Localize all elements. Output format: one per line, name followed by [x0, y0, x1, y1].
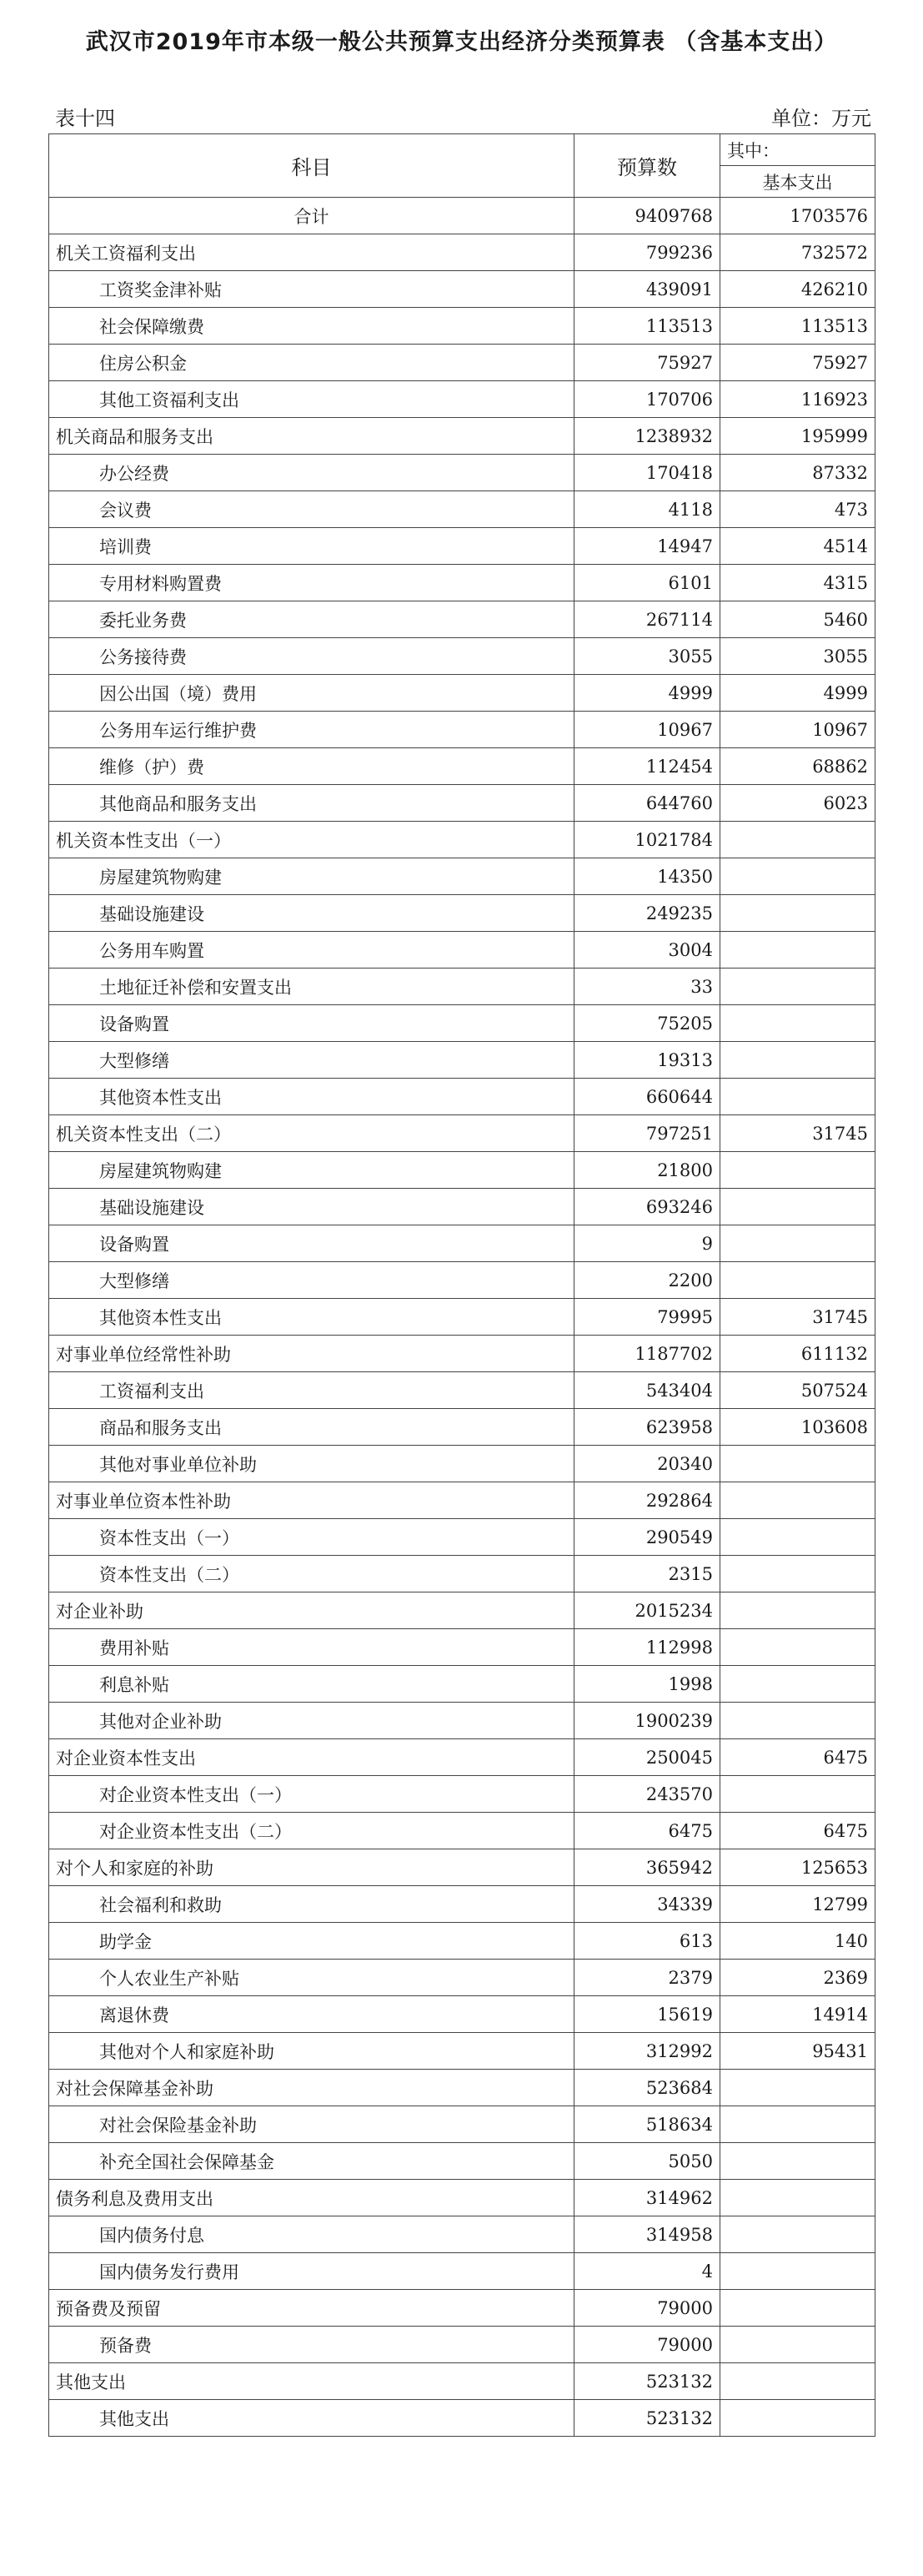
row-basic-value — [720, 2253, 875, 2290]
row-item-name: 预备费及预留 — [49, 2290, 574, 2327]
row-item-name: 房屋建筑物购建 — [49, 858, 574, 895]
row-basic-value — [720, 2070, 875, 2106]
table-row — [49, 2363, 875, 2400]
row-budget-value: 2315 — [574, 1556, 720, 1592]
row-item-name: 社会福利和救助 — [49, 1886, 574, 1923]
row-basic-value — [720, 1776, 875, 1813]
row-item-name: 其他对个人和家庭补助 — [49, 2033, 574, 2070]
row-basic-value: 507524 — [720, 1372, 875, 1409]
row-budget-value: 75205 — [574, 1005, 720, 1042]
row-item-name: 对企业资本性支出 — [49, 1739, 574, 1776]
row-budget-value: 19313 — [574, 1042, 720, 1079]
row-item-name: 预备费 — [49, 2327, 574, 2363]
row-basic-value — [720, 1079, 875, 1115]
row-basic-value — [720, 1519, 875, 1556]
row-budget-value: 4 — [574, 2253, 720, 2290]
table-row — [49, 1813, 875, 1849]
row-budget-value: 113513 — [574, 308, 720, 345]
row-budget-value: 6475 — [574, 1813, 720, 1849]
row-basic-value — [720, 1446, 875, 1482]
row-item-name: 商品和服务支出 — [49, 1409, 574, 1446]
row-basic-value — [720, 1556, 875, 1592]
row-basic-value — [720, 1152, 875, 1189]
row-budget-value: 33 — [574, 969, 720, 1005]
table-row — [49, 1703, 875, 1739]
row-item-name: 国内债务发行费用 — [49, 2253, 574, 2290]
row-basic-value: 4514 — [720, 528, 875, 565]
row-budget-value: 2200 — [574, 1262, 720, 1299]
row-budget-value: 170706 — [574, 381, 720, 418]
row-item-name: 对个人和家庭的补助 — [49, 1849, 574, 1886]
table-row — [49, 2253, 875, 2290]
table-row — [49, 565, 875, 601]
row-basic-value: 3055 — [720, 638, 875, 675]
row-item-name: 因公出国（境）费用 — [49, 675, 574, 712]
row-budget-value: 523132 — [574, 2400, 720, 2437]
table-row — [49, 2070, 875, 2106]
table-body — [49, 198, 875, 2437]
row-basic-value — [720, 2180, 875, 2216]
row-basic-value — [720, 1703, 875, 1739]
table-row — [49, 1336, 875, 1372]
table-row — [49, 1556, 875, 1592]
row-basic-value — [720, 2216, 875, 2253]
row-item-name: 对事业单位经常性补助 — [49, 1336, 574, 1372]
table-row — [49, 1482, 875, 1519]
table-row — [49, 1519, 875, 1556]
row-budget-value: 3055 — [574, 638, 720, 675]
table-row — [49, 2400, 875, 2437]
table-row — [49, 1262, 875, 1299]
row-item-name: 资本性支出（一） — [49, 1519, 574, 1556]
row-basic-value — [720, 822, 875, 858]
row-basic-value: 68862 — [720, 748, 875, 785]
budget-table — [48, 133, 875, 2437]
row-basic-value — [720, 932, 875, 969]
row-budget-value: 1238932 — [574, 418, 720, 455]
table-row — [49, 1923, 875, 1960]
row-budget-value: 290549 — [574, 1519, 720, 1556]
row-budget-value: 15619 — [574, 1996, 720, 2033]
row-budget-value: 314958 — [574, 2216, 720, 2253]
table-row — [49, 2290, 875, 2327]
row-item-name: 债务利息及费用支出 — [49, 2180, 574, 2216]
row-basic-value: 95431 — [720, 2033, 875, 2070]
row-basic-value: 6475 — [720, 1813, 875, 1849]
row-budget-value: 14350 — [574, 858, 720, 895]
row-basic-value — [720, 1005, 875, 1042]
row-item-name: 费用补贴 — [49, 1629, 574, 1666]
page-title: 武汉市2019年市本级一般公共预算支出经济分类预算表 （含基本支出） — [85, 29, 838, 55]
table-row — [49, 822, 875, 858]
row-budget-value: 79000 — [574, 2327, 720, 2363]
table-row — [49, 1849, 875, 1886]
row-budget-value: 6101 — [574, 565, 720, 601]
row-basic-value — [720, 1225, 875, 1262]
table-row — [49, 1629, 875, 1666]
row-budget-value: 1900239 — [574, 1703, 720, 1739]
table-row — [49, 1960, 875, 1996]
row-basic-value: 116923 — [720, 381, 875, 418]
row-budget-value: 5050 — [574, 2143, 720, 2180]
row-budget-value: 523132 — [574, 2363, 720, 2400]
row-item-name: 对事业单位资本性补助 — [49, 1482, 574, 1519]
row-item-name: 办公经费 — [49, 455, 574, 491]
row-item-name: 机关资本性支出（二） — [49, 1115, 574, 1152]
row-item-name: 维修（护）费 — [49, 748, 574, 785]
row-basic-value — [720, 1592, 875, 1629]
row-item-name: 资本性支出（二） — [49, 1556, 574, 1592]
row-basic-value: 426210 — [720, 271, 875, 308]
table-row — [49, 969, 875, 1005]
row-item-name: 其他资本性支出 — [49, 1299, 574, 1336]
row-budget-value: 693246 — [574, 1189, 720, 1225]
row-basic-value — [720, 2290, 875, 2327]
table-row — [49, 638, 875, 675]
row-budget-value: 2379 — [574, 1960, 720, 1996]
table-row — [49, 2327, 875, 2363]
row-basic-value — [720, 1629, 875, 1666]
row-item-name: 大型修缮 — [49, 1042, 574, 1079]
row-basic-value — [720, 1262, 875, 1299]
table-row — [49, 712, 875, 748]
row-basic-value: 75927 — [720, 345, 875, 381]
table-number: 表十四 — [55, 107, 115, 130]
table-row — [49, 1042, 875, 1079]
row-item-name: 委托业务费 — [49, 601, 574, 638]
row-item-name: 其他对事业单位补助 — [49, 1446, 574, 1482]
table-row — [49, 785, 875, 822]
row-item-name: 国内债务付息 — [49, 2216, 574, 2253]
row-item-name: 其他支出 — [49, 2400, 574, 2437]
row-basic-value: 103608 — [720, 1409, 875, 1446]
row-item-name: 公务用车运行维护费 — [49, 712, 574, 748]
row-item-name: 培训费 — [49, 528, 574, 565]
table-row — [49, 858, 875, 895]
row-item-name: 个人农业生产补贴 — [49, 1960, 574, 1996]
row-item-name: 对社会保险基金补助 — [49, 2106, 574, 2143]
table-row — [49, 748, 875, 785]
row-item-name: 社会保障缴费 — [49, 308, 574, 345]
table-row — [49, 308, 875, 345]
table-row — [49, 1592, 875, 1629]
header-item: 科目 — [49, 134, 574, 198]
row-budget-value: 314962 — [574, 2180, 720, 2216]
row-basic-value: 12799 — [720, 1886, 875, 1923]
row-item-name: 机关商品和服务支出 — [49, 418, 574, 455]
row-budget-value: 75927 — [574, 345, 720, 381]
table-row — [49, 491, 875, 528]
row-basic-value: 87332 — [720, 455, 875, 491]
table-row — [49, 1886, 875, 1923]
row-item-name: 设备购置 — [49, 1005, 574, 1042]
row-basic-value — [720, 1666, 875, 1703]
header-basic: 基本支出 — [720, 166, 875, 198]
row-basic-value — [720, 2143, 875, 2180]
row-budget-value: 9 — [574, 1225, 720, 1262]
row-item-name: 公务接待费 — [49, 638, 574, 675]
row-basic-value: 14914 — [720, 1996, 875, 2033]
table-row — [49, 528, 875, 565]
table-row — [49, 1739, 875, 1776]
row-item-name: 公务用车购置 — [49, 932, 574, 969]
row-budget-value: 2015234 — [574, 1592, 720, 1629]
row-budget-value: 243570 — [574, 1776, 720, 1813]
row-item-name: 对企业资本性支出（一） — [49, 1776, 574, 1813]
row-budget-value: 9409768 — [574, 198, 720, 234]
row-basic-value — [720, 2327, 875, 2363]
row-budget-value: 249235 — [574, 895, 720, 932]
table-row — [49, 1115, 875, 1152]
row-budget-value: 523684 — [574, 2070, 720, 2106]
row-budget-value: 1021784 — [574, 822, 720, 858]
row-budget-value: 1998 — [574, 1666, 720, 1703]
row-basic-value: 473 — [720, 491, 875, 528]
row-budget-value: 292864 — [574, 1482, 720, 1519]
row-budget-value: 10967 — [574, 712, 720, 748]
row-item-name: 离退休费 — [49, 1996, 574, 2033]
row-budget-value: 79995 — [574, 1299, 720, 1336]
row-item-name: 基础设施建设 — [49, 895, 574, 932]
row-budget-value: 4999 — [574, 675, 720, 712]
row-item-name: 其他工资福利支出 — [49, 381, 574, 418]
row-budget-value: 14947 — [574, 528, 720, 565]
row-basic-value — [720, 858, 875, 895]
row-basic-value: 2369 — [720, 1960, 875, 1996]
table-row — [49, 1299, 875, 1336]
table-row — [49, 2143, 875, 2180]
row-budget-value: 3004 — [574, 932, 720, 969]
table-row — [49, 455, 875, 491]
header-of-which: 其中： — [720, 134, 875, 166]
row-item-name: 其他支出 — [49, 2363, 574, 2400]
row-basic-value — [720, 1482, 875, 1519]
row-budget-value: 250045 — [574, 1739, 720, 1776]
table-row — [49, 381, 875, 418]
header-budget: 预算数 — [574, 134, 720, 198]
table-row — [49, 675, 875, 712]
table-meta — [48, 98, 875, 132]
row-basic-value: 6475 — [720, 1739, 875, 1776]
row-basic-value: 4999 — [720, 675, 875, 712]
table-row — [49, 1189, 875, 1225]
row-basic-value: 113513 — [720, 308, 875, 345]
row-budget-value: 660644 — [574, 1079, 720, 1115]
row-item-name: 土地征迁补偿和安置支出 — [49, 969, 574, 1005]
row-item-name: 会议费 — [49, 491, 574, 528]
table-row — [49, 895, 875, 932]
row-basic-value: 10967 — [720, 712, 875, 748]
table-row — [49, 2033, 875, 2070]
row-budget-value: 543404 — [574, 1372, 720, 1409]
row-budget-value: 1187702 — [574, 1336, 720, 1372]
row-budget-value: 20340 — [574, 1446, 720, 1482]
row-basic-value — [720, 2363, 875, 2400]
row-budget-value: 613 — [574, 1923, 720, 1960]
table-row — [49, 1372, 875, 1409]
row-basic-value — [720, 1042, 875, 1079]
row-budget-value: 644760 — [574, 785, 720, 822]
row-basic-value: 732572 — [720, 234, 875, 271]
table-row — [49, 2106, 875, 2143]
row-basic-value — [720, 2106, 875, 2143]
row-basic-value: 6023 — [720, 785, 875, 822]
row-basic-value: 125653 — [720, 1849, 875, 1886]
row-budget-value: 797251 — [574, 1115, 720, 1152]
row-item-name: 专用材料购置费 — [49, 565, 574, 601]
row-item-name: 住房公积金 — [49, 345, 574, 381]
row-budget-value: 112998 — [574, 1629, 720, 1666]
table-row — [49, 1996, 875, 2033]
row-budget-value: 112454 — [574, 748, 720, 785]
row-budget-value: 439091 — [574, 271, 720, 308]
row-item-name: 机关工资福利支出 — [49, 234, 574, 271]
table-row — [49, 2216, 875, 2253]
row-item-name: 对社会保障基金补助 — [49, 2070, 574, 2106]
row-item-name: 助学金 — [49, 1923, 574, 1960]
table-row — [49, 271, 875, 308]
row-basic-value: 140 — [720, 1923, 875, 1960]
row-basic-value: 4315 — [720, 565, 875, 601]
row-item-name: 设备购置 — [49, 1225, 574, 1262]
row-basic-value — [720, 1189, 875, 1225]
row-budget-value: 518634 — [574, 2106, 720, 2143]
table-row — [49, 1005, 875, 1042]
table-row — [49, 1079, 875, 1115]
table-row — [49, 234, 875, 271]
row-basic-value — [720, 2400, 875, 2437]
row-item-name: 工资奖金津补贴 — [49, 271, 574, 308]
table-row — [49, 1225, 875, 1262]
table-row — [49, 1409, 875, 1446]
table-row — [49, 198, 875, 234]
row-budget-value: 799236 — [574, 234, 720, 271]
table-row — [49, 418, 875, 455]
row-item-name: 基础设施建设 — [49, 1189, 574, 1225]
table-row — [49, 345, 875, 381]
row-item-name: 其他对企业补助 — [49, 1703, 574, 1739]
table-row — [49, 601, 875, 638]
row-item-name: 对企业资本性支出（二） — [49, 1813, 574, 1849]
row-basic-value: 31745 — [720, 1299, 875, 1336]
unit-label: 单位：万元 — [771, 107, 871, 130]
row-basic-value: 1703576 — [720, 198, 875, 234]
row-budget-value: 21800 — [574, 1152, 720, 1189]
row-item-name: 机关资本性支出（一） — [49, 822, 574, 858]
row-budget-value: 4118 — [574, 491, 720, 528]
row-item-name: 房屋建筑物购建 — [49, 1152, 574, 1189]
row-item-name: 工资福利支出 — [49, 1372, 574, 1409]
table-row — [49, 1776, 875, 1813]
row-budget-value: 170418 — [574, 455, 720, 491]
row-item-name: 对企业补助 — [49, 1592, 574, 1629]
row-item-name: 补充全国社会保障基金 — [49, 2143, 574, 2180]
row-budget-value: 312992 — [574, 2033, 720, 2070]
row-budget-value: 623958 — [574, 1409, 720, 1446]
row-basic-value: 611132 — [720, 1336, 875, 1372]
row-budget-value: 365942 — [574, 1849, 720, 1886]
row-item-name: 利息补贴 — [49, 1666, 574, 1703]
table-row — [49, 1666, 875, 1703]
table-row — [49, 2180, 875, 2216]
row-budget-value: 267114 — [574, 601, 720, 638]
row-item-name: 合计 — [49, 198, 574, 234]
row-budget-value: 79000 — [574, 2290, 720, 2327]
row-budget-value: 34339 — [574, 1886, 720, 1923]
row-item-name: 其他商品和服务支出 — [49, 785, 574, 822]
row-basic-value — [720, 895, 875, 932]
table-row — [49, 1446, 875, 1482]
table-row — [49, 932, 875, 969]
row-basic-value: 31745 — [720, 1115, 875, 1152]
row-basic-value — [720, 969, 875, 1005]
table-header — [49, 134, 875, 198]
row-item-name: 大型修缮 — [49, 1262, 574, 1299]
row-basic-value: 195999 — [720, 418, 875, 455]
table-row — [49, 1152, 875, 1189]
row-item-name: 其他资本性支出 — [49, 1079, 574, 1115]
row-basic-value: 5460 — [720, 601, 875, 638]
